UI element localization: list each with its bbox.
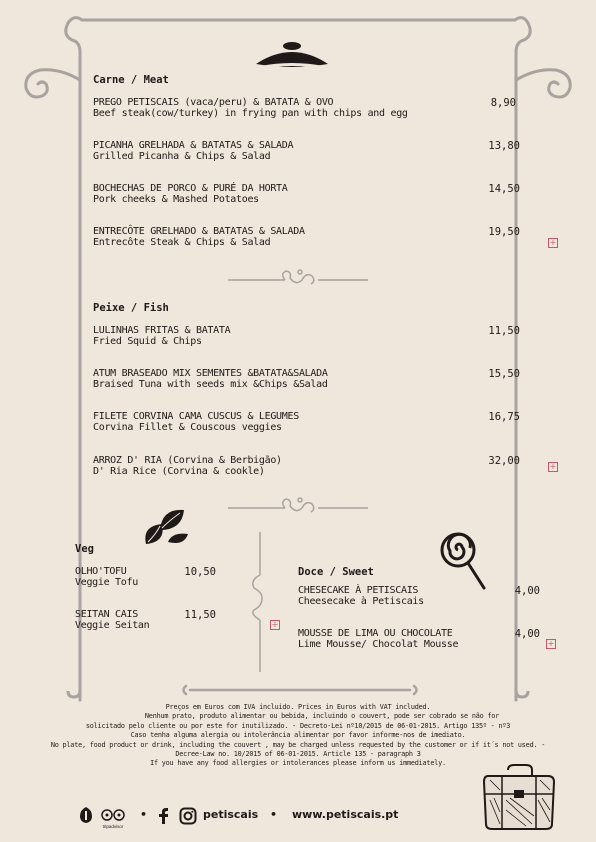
legal-note-line: Caso tenha alguma alergia ou intolerância alimentar por favor informe-nos de imediato. (130, 731, 466, 740)
legal-note-line: Decree-Law no. 10/2015 of 06-01-2015. Article 135 - paragraph 3 (175, 750, 421, 759)
item-price: 32,00 (488, 455, 520, 467)
section-title-veg: Veg (75, 543, 94, 555)
item-price: 15,50 (488, 368, 520, 380)
item-name: ENTRECÔTE GRELHADO & BATATAS & SALADA (93, 226, 305, 237)
item-price: 10,50 (184, 566, 216, 578)
tripadvisor-label: tripadvisor (102, 824, 124, 829)
leaves-icon (140, 504, 192, 552)
menu-item-veg-1 (75, 566, 138, 588)
separator: • (140, 808, 148, 821)
item-name: ARROZ D' RIA (Corvina & Berbigão) (93, 455, 282, 466)
item-name: MOUSSE DE LIMA OU CHOCOLATE (298, 628, 453, 639)
item-desc: Cheesecake à Petiscais (298, 596, 424, 607)
legal-note-line: Nenhum prato, produto alimentar ou bebida, incluindo o couvert, pode ser cobrado se não for (144, 712, 500, 721)
item-name: PICANHA GRELHADA & BATATAS & SALADA (93, 140, 294, 151)
menu-item-fish-2 (93, 368, 328, 390)
item-price: 14,50 (488, 183, 520, 195)
item-desc: Grilled Picanha & Chips & Salad (93, 151, 271, 162)
item-name: CHESECAKE À PETISCAIS (298, 585, 419, 596)
plus-icon[interactable]: + (549, 238, 557, 247)
item-name: FILETE CORVINA CAMA CUSCUS & LEGUMES (93, 411, 299, 422)
item-name: SEITAN CAIS (75, 609, 138, 620)
item-desc: Veggie Seitan (75, 620, 150, 631)
item-desc: Fried Squid & Chips (93, 336, 202, 347)
item-name: OLHO'TOFU (75, 566, 127, 577)
item-name: PREGO PETISCAIS (vaca/peru) & BATATA & OVO (93, 97, 334, 108)
item-price: 11,50 (488, 325, 520, 337)
item-name: ATUM BRASEADO MIX SEMENTES &BATATA&SALADA (93, 368, 328, 379)
item-desc: Lime Mousse/ Chocolat Mousse (298, 639, 459, 650)
legal-note-line: No plate, food product or drink, including the couvert , may be charged unless requested by the customer or if it´s not used. - (50, 740, 546, 749)
legal-note-line: If you have any food allergies or intolerances please inform us immediately. (150, 759, 446, 768)
menu-item-sweet-1 (298, 585, 424, 607)
item-desc: Entrecôte Steak & Chips & Salad (93, 237, 271, 248)
item-price: 8,90 (490, 97, 516, 109)
tripadvisor-owl-icon (98, 809, 128, 821)
instagram-handle[interactable]: petiscais (203, 808, 259, 821)
item-price: 4,00 (514, 628, 540, 640)
instagram-icon[interactable] (179, 807, 197, 825)
social-bar (78, 804, 408, 828)
menu-item-veg-2 (75, 609, 149, 631)
item-price: 4,00 (514, 585, 540, 597)
separator: • (270, 808, 278, 821)
item-name: BOCHECHAS DE PORCO & PURÉ DA HORTA (93, 183, 288, 194)
section-title-meat: Carne / Meat (93, 74, 169, 86)
lollipop-icon (440, 530, 490, 592)
item-name: LULINHAS FRITAS & BATATA (93, 325, 231, 336)
section-title-sweet: Doce / Sweet (298, 566, 374, 578)
item-desc: Pork cheeks & Mashed Potatoes (93, 194, 259, 205)
plus-icon[interactable]: + (547, 639, 555, 648)
menu-item-fish-1 (93, 325, 230, 347)
item-desc: Corvina Fillet & Couscous veggies (93, 422, 282, 433)
item-price: 13,80 (488, 140, 520, 152)
website-link[interactable]: www.petiscais.pt (292, 808, 399, 821)
item-price: 11,50 (184, 609, 216, 621)
item-desc: Veggie Tofu (75, 577, 138, 588)
item-price: 19,50 (488, 226, 520, 238)
item-desc: Braised Tuna with seeds mix &Chips &Salad (93, 379, 328, 390)
menu-item-fish-3 (93, 411, 299, 433)
item-price: 16,75 (488, 411, 520, 423)
hat-icon (252, 36, 332, 72)
tripadvisor-icon[interactable] (78, 806, 94, 824)
suitcase-icon (480, 764, 556, 832)
plus-icon[interactable]: + (271, 620, 279, 629)
menu-item-meat-3 (93, 183, 288, 205)
item-desc: D' Ria Rice (Corvina & cookle) (93, 466, 265, 477)
facebook-icon[interactable] (158, 807, 170, 825)
menu-item-meat-4 (93, 226, 305, 248)
menu-item-meat-2 (93, 140, 293, 162)
legal-note-line: solicitado pelo cliente ou por este for inutilizado. - Decreto-Lei nº10/2015 de 06-01-2015. Artigo 135º - nº3 (85, 721, 511, 730)
menu-item-fish-4 (93, 455, 282, 477)
item-desc: Beef steak(cow/turkey) in frying pan with chips and egg (93, 108, 408, 119)
section-title-fish: Peixe / Fish (93, 302, 169, 314)
tripadvisor-logo[interactable] (98, 806, 128, 829)
legal-notes (0, 703, 596, 769)
legal-note-line: Preços em Euros com IVA incluido. Prices in Euros with VAT included. (165, 703, 431, 711)
menu-item-sweet-2 (298, 628, 458, 650)
menu-item-meat-1 (93, 97, 408, 119)
plus-icon[interactable]: + (549, 462, 557, 471)
